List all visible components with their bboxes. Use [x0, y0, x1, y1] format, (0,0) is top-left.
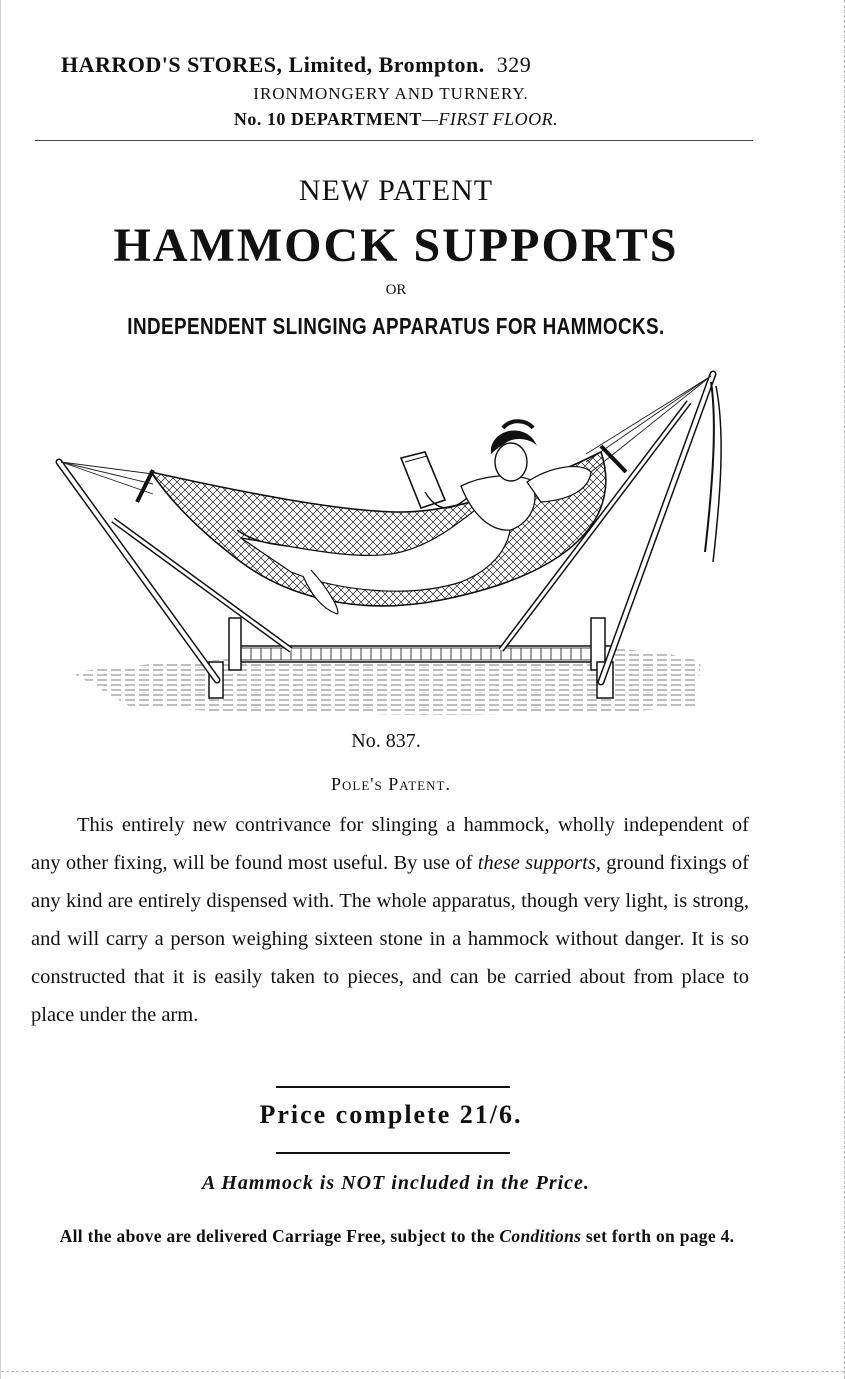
product-subtitle: INDEPENDENT SLINGING APPARATUS FOR HAMMOCKS. [127, 313, 665, 339]
delivery-part2: set forth on page 4. [581, 1226, 735, 1246]
department-floor: —FIRST FLOOR. [421, 109, 559, 129]
price-divider-bottom [276, 1152, 510, 1154]
department-number: No. 10 DEPARTMENT [233, 109, 422, 129]
department-line: IRONMONGERY AND TURNERY. [253, 84, 529, 103]
description-part1: This entirely new contrivance for slinging a hammock, wholly independent of any other fixing, will be found most useful. By use of [31, 814, 749, 874]
page-bottom-edge [1, 1371, 844, 1372]
price-line: Price complete 21/6. [259, 1100, 523, 1129]
title-or: OR [385, 282, 407, 298]
store-name: HARROD'S STORES, Limited, Brompton. [61, 52, 485, 77]
patent-name: Pole's Patent. [331, 774, 451, 794]
store-header [61, 52, 761, 78]
delivery-part1: All the above are delivered Carriage Free, subject to the [59, 1226, 500, 1246]
product-title: HAMMOCK SUPPORTS [113, 219, 679, 272]
header-divider [35, 140, 753, 141]
description-italic: these supports, [477, 852, 601, 874]
product-description [31, 806, 749, 1034]
delivery-conditions: Conditions [499, 1226, 582, 1246]
hammock-illustration [41, 362, 731, 722]
price-divider-top [276, 1086, 510, 1088]
description-part2: ground fixings of any kind are entirely dispensed with. The whole apparatus, though very light, is strong, and will carry a person weighing sixteen stone in a hammock without danger. It is so constructed that it is easily taken to pieces, and can be carried about from place to place under the arm. [31, 852, 749, 1026]
item-number: No. 837. [351, 730, 421, 752]
page-number: 329 [496, 52, 532, 77]
delivery-note [39, 1225, 755, 1248]
hammock-note: A Hammock is NOT included in the Price. [202, 1172, 590, 1194]
new-patent-heading: NEW PATENT [298, 174, 494, 207]
department-number-line [1, 109, 791, 130]
